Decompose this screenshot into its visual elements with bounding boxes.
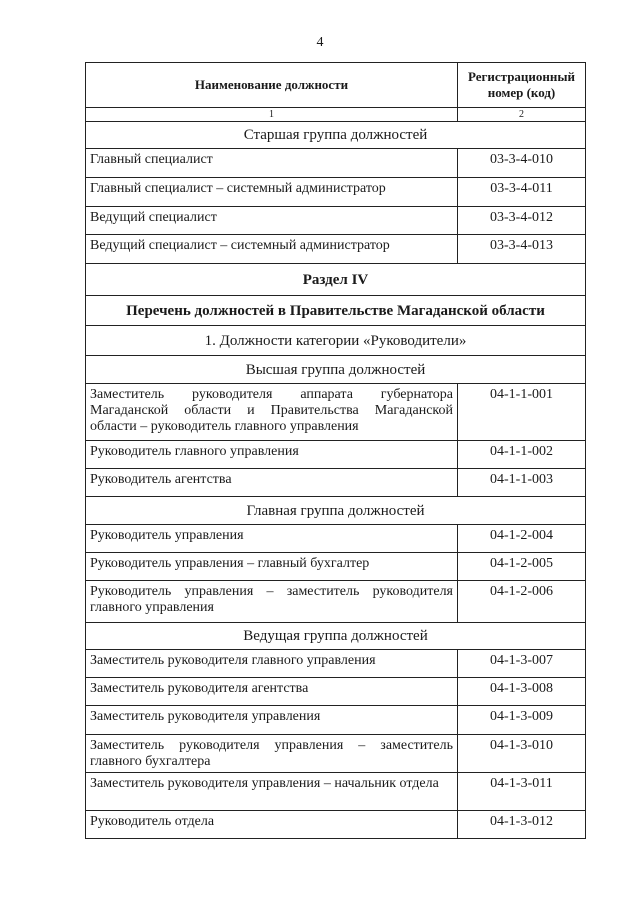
table-row: [86, 650, 586, 678]
position-name: Руководитель главного управления: [86, 441, 458, 469]
section-title: Перечень должностей в Правительстве Магаданской области: [86, 296, 586, 326]
positions-table: [85, 62, 586, 839]
position-code: 04-1-1-002: [458, 441, 586, 469]
group-heading-row: [86, 356, 586, 384]
position-code: 04-1-3-009: [458, 706, 586, 735]
table-header-row: [86, 63, 586, 108]
group-heading: Старшая группа должностей: [86, 122, 586, 149]
column-number-1: 1: [86, 108, 458, 122]
group-heading-row: [86, 497, 586, 525]
position-name: Руководитель отдела: [86, 811, 458, 839]
position-name: Заместитель руководителя аппарата губернатора Магаданской области и Правительства Магаданской области – руководитель главного управления: [86, 384, 458, 441]
category-heading: 1. Должности категории «Руководители»: [86, 326, 586, 356]
table-row: [86, 384, 586, 441]
section-heading: Раздел IV: [86, 264, 586, 296]
header-registration-code: Регистрационный номер (код): [458, 63, 586, 108]
position-code: 04-1-3-012: [458, 811, 586, 839]
position-code: 04-1-1-001: [458, 384, 586, 441]
group-heading: Ведущая группа должностей: [86, 623, 586, 650]
header-position-name: Наименование должности: [86, 63, 458, 108]
table-row: [86, 525, 586, 553]
position-code: 03-3-4-011: [458, 178, 586, 207]
group-heading: Главная группа должностей: [86, 497, 586, 525]
position-code: 04-1-2-005: [458, 553, 586, 581]
table-row: [86, 178, 586, 207]
section-heading-row: [86, 264, 586, 296]
position-name: Ведущий специалист – системный администратор: [86, 235, 458, 264]
position-name: Ведущий специалист: [86, 207, 458, 235]
position-code: 03-3-4-013: [458, 235, 586, 264]
table-row: [86, 735, 586, 773]
table-row: [86, 706, 586, 735]
table-row: [86, 469, 586, 497]
table-row: [86, 773, 586, 811]
group-heading: Высшая группа должностей: [86, 356, 586, 384]
position-name: Руководитель управления: [86, 525, 458, 553]
position-code: 04-1-2-004: [458, 525, 586, 553]
table-column-numbers-row: [86, 108, 586, 122]
table-row: [86, 581, 586, 623]
position-code: 04-1-1-003: [458, 469, 586, 497]
position-name: Заместитель руководителя управления: [86, 706, 458, 735]
position-code: 03-3-4-012: [458, 207, 586, 235]
position-code: 04-1-3-011: [458, 773, 586, 811]
table-row: [86, 553, 586, 581]
position-name: Руководитель управления – заместитель руководителя главного управления: [86, 581, 458, 623]
position-code: 03-3-4-010: [458, 149, 586, 178]
page-number: 4: [316, 35, 324, 50]
section-title-row: [86, 296, 586, 326]
table-row: [86, 235, 586, 264]
category-heading-row: [86, 326, 586, 356]
position-name: Руководитель агентства: [86, 469, 458, 497]
table-row: [86, 678, 586, 706]
position-name: Руководитель управления – главный бухгалтер: [86, 553, 458, 581]
position-name: Заместитель руководителя управления – начальник отдела: [86, 773, 458, 811]
position-code: 04-1-3-007: [458, 650, 586, 678]
table-row: [86, 149, 586, 178]
position-name: Заместитель руководителя агентства: [86, 678, 458, 706]
position-name: Заместитель руководителя главного управления: [86, 650, 458, 678]
table-row: [86, 441, 586, 469]
column-number-2: 2: [458, 108, 586, 122]
group-heading-row: [86, 623, 586, 650]
table-row: [86, 811, 586, 839]
position-name: Заместитель руководителя управления – заместитель главного бухгалтера: [86, 735, 458, 773]
position-name: Главный специалист – системный администратор: [86, 178, 458, 207]
position-code: 04-1-3-008: [458, 678, 586, 706]
position-code: 04-1-2-006: [458, 581, 586, 623]
position-code: 04-1-3-010: [458, 735, 586, 773]
position-name: Главный специалист: [86, 149, 458, 178]
table-row: [86, 207, 586, 235]
group-heading-row: [86, 122, 586, 149]
